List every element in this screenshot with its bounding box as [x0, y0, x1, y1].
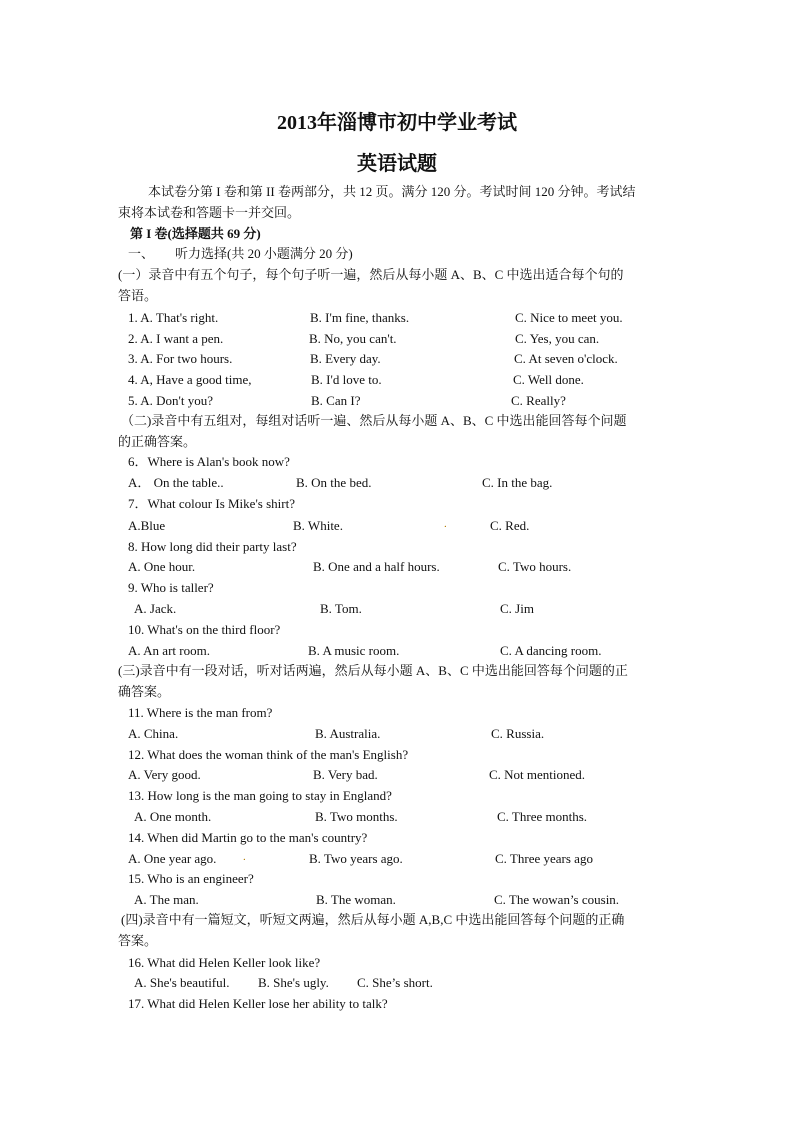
q6-option-b: B. On the bed.: [296, 475, 372, 490]
q14-option-b: B. Two years ago.: [309, 851, 403, 866]
q6-option-c: C. In the bag.: [482, 475, 553, 490]
q4-option-c: C. Well done.: [513, 372, 584, 387]
section-heading: 听力选择(共 20 小题满分 20 分): [175, 246, 353, 261]
q9-option-a: A. Jack.: [134, 601, 177, 616]
q12-option-c: C. Not mentioned.: [489, 767, 586, 782]
q16-option-c: C. She’s short.: [357, 975, 433, 990]
q7-option-a: A.Blue: [128, 518, 166, 533]
q11-option-a: A. China.: [128, 726, 179, 741]
q14-option-a: A. One year ago.: [128, 851, 217, 866]
q12-option-b: B. Very bad.: [313, 767, 378, 782]
q16-option-b: B. She's ugly.: [258, 975, 329, 990]
section2-instructions: （二)录音中有五组对，每组对话听一遍、然后从每小题 A、B、C 中选出能回答每个问题: [121, 413, 627, 428]
q5-option-a: 5. A. Don't you?: [128, 393, 214, 408]
q3-option-c: C. At seven o'clock.: [514, 351, 618, 366]
q10-option-c: C. A dancing room.: [500, 643, 602, 658]
q16-question: 16. What did Helen Keller look like?: [128, 955, 321, 970]
section2-instructions-cont: 的正确答案。: [118, 434, 197, 449]
q13-question: 13. How long is the man going to stay in England?: [128, 788, 392, 803]
exam-subtitle: 英语试题: [357, 153, 437, 175]
q8-option-a: A. One hour.: [128, 559, 196, 574]
q7-question: 7．What colour Is Mike's shirt?: [128, 496, 295, 511]
section3-instructions-cont: 确答案。: [118, 684, 171, 699]
q9-option-c: C. Jim: [500, 601, 534, 616]
q11-option-b: B. Australia.: [315, 726, 381, 741]
section4-instructions: (四)录音中有一篇短文，听短文两遍，然后从每小题 A,B,C 中选出能回答每个问题的正确: [121, 912, 625, 927]
q9-option-b: B. Tom.: [320, 601, 362, 616]
q4-option-a: 4. A, Have a good time,: [128, 372, 252, 387]
q15-option-b: B. The woman.: [316, 892, 396, 907]
q3-option-a: 3. A. For two hours.: [128, 351, 233, 366]
q1-option-b: B. I'm fine, thanks.: [310, 310, 410, 325]
q13-option-a: A. One month.: [134, 809, 212, 824]
q6-question: 6．Where is Alan's book now?: [128, 454, 290, 469]
q11-question: 11. Where is the man from?: [128, 705, 273, 720]
section4-instructions-cont: 答案。: [118, 933, 158, 948]
q15-option-c: C. The wowan’s cousin.: [494, 892, 620, 907]
q3-option-b: B. Every day.: [310, 351, 381, 366]
section1-instructions: (一）录音中有五个句子，每个句子听一遍，然后从每小题 A、B、C 中选出适合每个句的: [118, 267, 624, 282]
section-heading-num: 一、: [128, 246, 155, 261]
q8-option-b: B. One and a half hours.: [313, 559, 440, 574]
intro-line-2: 束将本试卷和答题卡一并交回。: [118, 205, 301, 220]
q7-option-b: B. White.: [293, 518, 343, 533]
q11-option-c: C. Russia.: [491, 726, 545, 741]
q15-question: 15. Who is an engineer?: [128, 871, 254, 886]
q9-question: 9. Who is taller?: [128, 580, 214, 595]
q17-question: 17. What did Helen Keller lose her ability to talk?: [128, 996, 388, 1011]
q13-option-b: B. Two months.: [315, 809, 398, 824]
q10-option-b: B. A music room.: [308, 643, 400, 658]
q7-option-c: C. Red.: [490, 518, 530, 533]
q8-option-c: C. Two hours.: [498, 559, 572, 574]
q14-option-c: C. Three years ago: [495, 851, 593, 866]
q2-option-a: 2. A. I want a pen.: [128, 331, 224, 346]
q14-question: 14. When did Martin go to the man's country?: [128, 830, 368, 845]
part1-heading: 第 I 卷(选择题共 69 分): [130, 226, 261, 241]
q4-option-b: B. I'd love to.: [311, 372, 382, 387]
q12-option-a: A. Very good.: [128, 767, 201, 782]
q2-option-b: B. No, you can't.: [309, 331, 397, 346]
stray-dot-mark: .: [444, 518, 447, 530]
q2-option-c: C. Yes, you can.: [515, 331, 600, 346]
q15-option-a: A. The man.: [134, 892, 199, 907]
q10-option-a: A. An art room.: [128, 643, 210, 658]
q5-option-b: B. Can I?: [311, 393, 361, 408]
q16-option-a: A. She's beautiful.: [134, 975, 230, 990]
section3-instructions: (三)录音中有一段对话，听对话两遍，然后从每小题 A、B、C 中选出能回答每个问题的正: [118, 663, 628, 678]
q1-option-a: 1. A. That's right.: [128, 310, 219, 325]
q6-option-a: A． On the table..: [128, 475, 224, 490]
q12-question: 12. What does the woman think of the man's English?: [128, 747, 409, 762]
q1-option-c: C. Nice to meet you.: [515, 310, 623, 325]
q10-question: 10. What's on the third floor?: [128, 622, 281, 637]
intro-line-1: 本试卷分第 I 卷和第 II 卷两部分，共 12 页。满分 120 分。考试时间 120 分钟。考试结: [148, 184, 636, 199]
exam-title: 2013年淄博市初中学业考试: [277, 112, 517, 134]
section1-instructions-cont: 答语。: [118, 288, 158, 303]
q8-question: 8. How long did their party last?: [128, 539, 297, 554]
q13-option-c: C. Three months.: [497, 809, 588, 824]
q5-option-c: C. Really?: [511, 393, 566, 408]
stray-dot-mark-2: .: [243, 851, 246, 863]
